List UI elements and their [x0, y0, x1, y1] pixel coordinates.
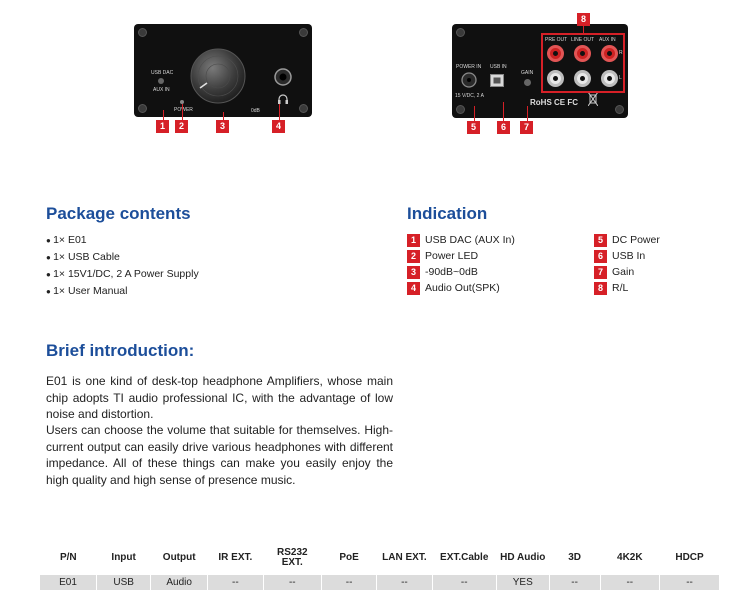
front-panel-image [134, 24, 312, 117]
indication-item-8 [594, 282, 628, 298]
power-spec-label: 15 V/DC, 2 A [455, 93, 484, 99]
callout-line [279, 104, 280, 120]
screw-icon [615, 105, 624, 114]
pre-out-label: PRE OUT [545, 37, 568, 43]
usb-in-label: USB IN [490, 64, 507, 70]
callout-line [527, 106, 528, 121]
column-header: EXT.Cable [440, 552, 489, 563]
callout-line [503, 102, 504, 121]
indication-badge: 5 [594, 234, 607, 247]
indication-badge: 7 [594, 266, 607, 279]
table-cell: -- [377, 575, 432, 590]
list-item: ● 1× E01 [46, 232, 199, 249]
indication-item-5 [594, 234, 660, 250]
indication-item-2 [407, 250, 478, 266]
headphone-jack-icon [274, 68, 292, 86]
column-header: LAN EXT. [382, 552, 427, 563]
screw-icon [138, 28, 147, 37]
callout-line [474, 106, 475, 121]
column-header: 3D [568, 552, 582, 563]
indication-badge: 3 [407, 266, 420, 279]
indication-item-6 [594, 250, 645, 266]
callout-line [182, 104, 183, 120]
column-header: HD Audio [500, 552, 546, 563]
intro-paragraph-1: E01 is one kind of desk-top headphone Amplifiers, whose main chip adopts TI audio professional IC, with the advantage of low noise and distortion. [46, 374, 393, 421]
rca-aux-in-left [601, 70, 618, 87]
indication-item-1 [407, 234, 515, 250]
right-channel-label: R [619, 50, 623, 56]
screw-icon [456, 28, 465, 37]
column-header: Output [162, 552, 196, 563]
gain-switch-icon [524, 79, 531, 86]
aux-in-label: AUX IN [599, 37, 616, 43]
rca-line-out-right [574, 45, 591, 62]
column-header: RS232 EXT. [276, 547, 308, 568]
power-label: POWER [174, 107, 193, 113]
indication-item-4 [407, 282, 500, 298]
indication-badge: 4 [407, 282, 420, 295]
dc-power-jack-icon [461, 72, 477, 88]
callout-badge-3: 3 [216, 120, 229, 133]
indication-badge: 1 [407, 234, 420, 247]
rca-pre-out-left [547, 70, 564, 87]
brief-intro-title: Brief introduction: [46, 341, 195, 360]
column-header: HDCP [675, 552, 704, 563]
callout-badge-1: 1 [156, 120, 169, 133]
indication-label: Audio Out(SPK) [425, 282, 500, 294]
aux-in-label: AUX IN [153, 87, 170, 93]
table-cell: -- [432, 575, 496, 590]
table-header-row [40, 541, 720, 575]
table-cell: -- [208, 575, 263, 590]
callout-line [583, 26, 584, 33]
table-cell: -- [600, 575, 659, 590]
package-contents-list [46, 232, 199, 300]
db-label: 0dB [251, 108, 260, 114]
gain-label: GAIN [521, 70, 534, 76]
callout-badge-5: 5 [467, 121, 480, 134]
screw-icon [456, 105, 465, 114]
indication-item-3 [407, 266, 478, 282]
screw-icon [138, 104, 147, 113]
table-cell: -- [549, 575, 600, 590]
callout-line [223, 112, 224, 120]
weee-bin-icon [588, 92, 598, 106]
screw-icon [299, 28, 308, 37]
screw-icon [299, 104, 308, 113]
intro-paragraph-2: Users can choose the volume that suitable for themselves. High-current output can easily drive various headphones with different impedance. All of these things can make you easily enjoy the high quality and high sense of presence music. [46, 423, 393, 487]
input-switch-icon [158, 78, 164, 84]
column-header: IR EXT. [218, 552, 253, 563]
table-cell: -- [263, 575, 321, 590]
callout-badge-7: 7 [520, 121, 533, 134]
column-header: P/N [59, 552, 77, 563]
list-item: ● 1× 15V1/DC, 2 A Power Supply [46, 266, 199, 283]
indication-label: USB DAC (AUX In) [425, 234, 515, 246]
cert-logos: RoHS CE FC [530, 98, 578, 107]
indication-label: Power LED [425, 250, 479, 262]
indication-label: DC Power [612, 234, 660, 246]
usb-dac-label: USB DAC [151, 70, 174, 76]
indication-item-7 [594, 266, 634, 282]
spec-table [40, 541, 720, 590]
indication-badge: 6 [594, 250, 607, 263]
column-header: PoE [339, 552, 359, 563]
column-header: 4K2K [617, 552, 643, 563]
indication-title: Indication [407, 204, 488, 223]
table-cell: -- [321, 575, 376, 590]
indication-label: USB In [612, 250, 646, 262]
indication-badge: 2 [407, 250, 420, 263]
left-channel-label: L [619, 75, 622, 81]
line-out-label: LINE OUT [571, 37, 595, 43]
callout-badge-8: 8 [577, 13, 590, 26]
callout-badge-6: 6 [497, 121, 510, 134]
usb-b-port-icon [490, 74, 504, 87]
indication-label: Gain [612, 266, 635, 278]
table-row [40, 575, 720, 590]
column-header: Input [111, 552, 136, 563]
callout-badge-4: 4 [272, 120, 285, 133]
rca-line-out-left [574, 70, 591, 87]
callout-badge-2: 2 [175, 120, 188, 133]
power-in-label: POWER IN [456, 64, 482, 70]
indication-label: R/L [612, 282, 629, 294]
package-contents-title: Package contents [46, 204, 191, 223]
table-cell: E01 [40, 575, 97, 590]
indication-label: -90dB~0dB [425, 266, 478, 278]
table-cell: Audio [151, 575, 208, 590]
rca-pre-out-right [547, 45, 564, 62]
table-cell: -- [660, 575, 720, 590]
volume-knob-icon [190, 48, 246, 104]
list-item: ● 1× User Manual [46, 283, 199, 300]
table-cell: USB [97, 575, 151, 590]
rca-aux-in-right [601, 45, 618, 62]
callout-line [163, 110, 164, 120]
table-cell: YES [496, 575, 549, 590]
indication-badge: 8 [594, 282, 607, 295]
list-item: ● 1× USB Cable [46, 249, 199, 266]
